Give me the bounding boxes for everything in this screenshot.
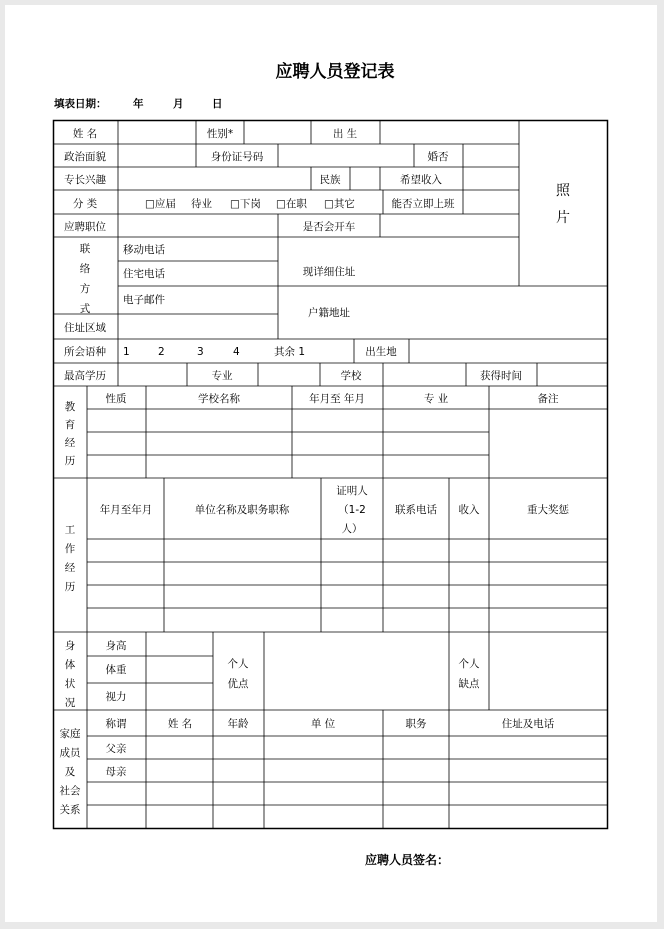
language-option-3: 3 (197, 346, 204, 358)
photo-label-2: 片 (556, 210, 570, 226)
health-label-3: 状 (64, 678, 76, 690)
family-col-relation: 称谓 (105, 718, 127, 730)
work-label-4: 历 (64, 581, 76, 593)
label-current-address: 现详细住址 (302, 266, 356, 278)
family-col-age: 年龄 (227, 718, 249, 730)
family-label-3: 及 (64, 766, 76, 778)
label-household-address: 户籍地址 (308, 307, 350, 319)
category-option-unemployed[interactable]: 待业 (191, 198, 212, 210)
label-height: 身高 (105, 640, 127, 652)
category-option-graduate[interactable]: □应届 (145, 198, 176, 210)
edu-col-major: 专 业 (423, 393, 449, 405)
edu-label-3: 经 (64, 437, 76, 449)
label-degree-obtained: 获得时间 (480, 370, 522, 382)
family-label-2: 成员 (59, 747, 81, 759)
work-col-phone: 联系电话 (395, 504, 437, 516)
label-start-now: 能否立即上班 (391, 198, 455, 210)
family-father: 父亲 (105, 743, 127, 755)
edu-col-notes: 备注 (537, 393, 559, 405)
health-label-4: 况 (64, 697, 76, 709)
category-option-employed[interactable]: □在职 (276, 198, 307, 210)
work-col-company: 单位名称及职务职称 (194, 504, 290, 516)
health-label-2: 体 (64, 659, 76, 671)
label-home-phone: 住宅电话 (123, 268, 165, 280)
language-option-other: 其余 1 (274, 346, 306, 358)
label-eyesight: 视力 (105, 691, 127, 703)
label-degree-school: 学校 (340, 370, 362, 382)
work-col-reference: 证明人 (336, 485, 368, 497)
edu-col-type: 性质 (105, 393, 127, 405)
label-marital: 婚否 (427, 151, 449, 163)
fill-date-year: 年 (133, 98, 144, 110)
contact-label-2: 络 (79, 263, 91, 275)
label-weaknesses-2: 缺点 (458, 678, 480, 690)
photo-label-1: 照 (556, 183, 570, 199)
label-gender: 性别* (206, 128, 234, 140)
contact-label-1: 联 (79, 243, 91, 255)
family-col-name: 姓 名 (167, 718, 193, 730)
work-label-2: 作 (64, 543, 76, 555)
fill-date-day: 日 (212, 98, 223, 110)
label-political-status: 政治面貌 (64, 151, 106, 163)
label-birth: 出 生 (332, 128, 358, 140)
label-strengths-2: 优点 (227, 678, 249, 690)
work-col-period: 年月至年月 (99, 504, 153, 516)
signature-label: 应聘人员签名： (365, 853, 450, 867)
label-name: 姓 名 (72, 128, 98, 140)
work-label-3: 经 (64, 562, 76, 574)
language-option-4: 4 (233, 346, 240, 358)
edu-col-school: 学校名称 (198, 393, 240, 405)
family-label-5: 关系 (59, 804, 81, 816)
family-col-title: 职务 (405, 718, 427, 730)
label-weaknesses-1: 个人 (458, 658, 480, 670)
edu-label-2: 育 (64, 419, 76, 431)
label-language: 所会语种 (64, 346, 106, 358)
contact-label-3: 方 (79, 283, 91, 295)
label-mobile: 移动电话 (123, 244, 165, 256)
work-col-reference-unit: 人） (341, 523, 363, 535)
health-label-1: 身 (64, 640, 76, 652)
label-ethnicity: 民族 (319, 174, 341, 186)
edu-label-4: 历 (64, 455, 76, 467)
work-col-income: 收入 (458, 504, 480, 516)
family-col-employer: 单 位 (310, 718, 336, 730)
label-category: 分 类 (72, 198, 98, 210)
work-col-reference-count: （1-2 (338, 504, 366, 516)
label-area: 住址区域 (64, 322, 106, 334)
language-option-1: 1 (123, 346, 130, 358)
label-can-drive: 是否会开车 (302, 221, 356, 233)
family-label-4: 社会 (59, 785, 81, 797)
work-col-awards: 重大奖惩 (527, 504, 569, 516)
fill-date-month: 月 (173, 98, 184, 110)
form-title: 应聘人员登记表 (275, 62, 395, 82)
label-id-number: 身份证号码 (210, 151, 264, 163)
category-option-laid-off[interactable]: □下岗 (230, 198, 261, 210)
fill-date-label: 填表日期： (54, 98, 107, 110)
family-col-address: 住址及电话 (501, 718, 555, 730)
label-degree: 最高学历 (64, 370, 106, 382)
work-label-1: 工 (64, 524, 76, 536)
family-mother: 母亲 (105, 766, 127, 778)
language-option-2: 2 (158, 346, 165, 358)
category-option-other[interactable]: □其它 (324, 198, 355, 210)
label-email: 电子邮件 (123, 294, 165, 306)
label-strengths-1: 个人 (227, 658, 249, 670)
label-expected-salary: 希望收入 (400, 174, 442, 186)
label-birthplace: 出生地 (365, 346, 397, 358)
label-specialty: 专长兴趣 (64, 174, 106, 186)
label-position: 应聘职位 (64, 221, 106, 233)
contact-label-4: 式 (79, 303, 91, 315)
edu-label-1: 教 (64, 401, 76, 413)
label-weight: 体重 (105, 664, 127, 676)
label-degree-major: 专业 (211, 370, 233, 382)
family-label-1: 家庭 (59, 728, 81, 740)
edu-col-period: 年月至 年月 (309, 393, 365, 405)
